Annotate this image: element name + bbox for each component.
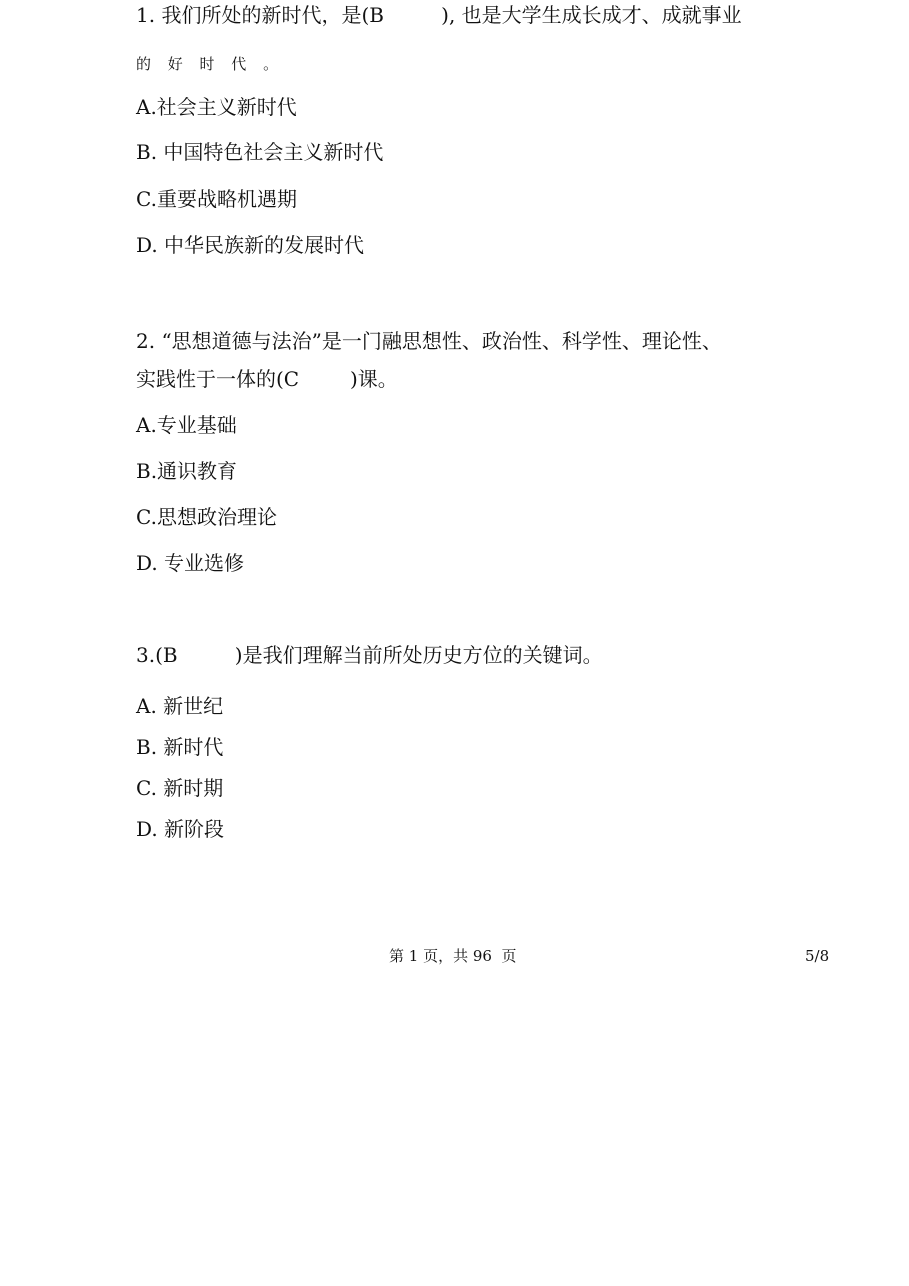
question-1-option-d: D. 中华民族新的发展时代 <box>136 233 365 257</box>
question-2-option-a: A.专业基础 <box>136 413 237 437</box>
question-2-option-b: B.通识教育 <box>136 459 238 483</box>
question-2-stem: 2. “思想道德与法治”是一门融思想性、政治性、科学性、理论性、 <box>136 329 722 353</box>
question-2-option-c: C.思想政治理论 <box>136 505 277 529</box>
question-3-option-c: C. 新时期 <box>136 776 224 800</box>
question-1-option-b: B. 中国特色社会主义新时代 <box>136 140 384 164</box>
question-1-stem-continued: 的 好 时 代 。 <box>136 55 285 73</box>
page-footer-info: 第 1 页，共 96 页 <box>389 947 517 965</box>
question-1-stem: 1. 我们所处的新时代，是(B ), 也是大学生成长成才、成就事业 <box>136 3 742 27</box>
question-3-option-a: A. 新世纪 <box>136 694 224 718</box>
question-2-stem-continued: 实践性于一体的(C )课。 <box>136 367 398 391</box>
question-3-stem: 3.(B )是我们理解当前所处历史方位的关键词。 <box>136 643 603 667</box>
page-fraction: 5/8 <box>805 947 830 965</box>
question-3-option-b: B. 新时代 <box>136 735 224 759</box>
question-1-option-c: C.重要战略机遇期 <box>136 187 297 211</box>
question-1-option-a: A.社会主义新时代 <box>136 95 297 119</box>
question-2-option-d: D. 专业选修 <box>136 551 245 575</box>
question-3-option-d: D. 新阶段 <box>136 817 225 841</box>
